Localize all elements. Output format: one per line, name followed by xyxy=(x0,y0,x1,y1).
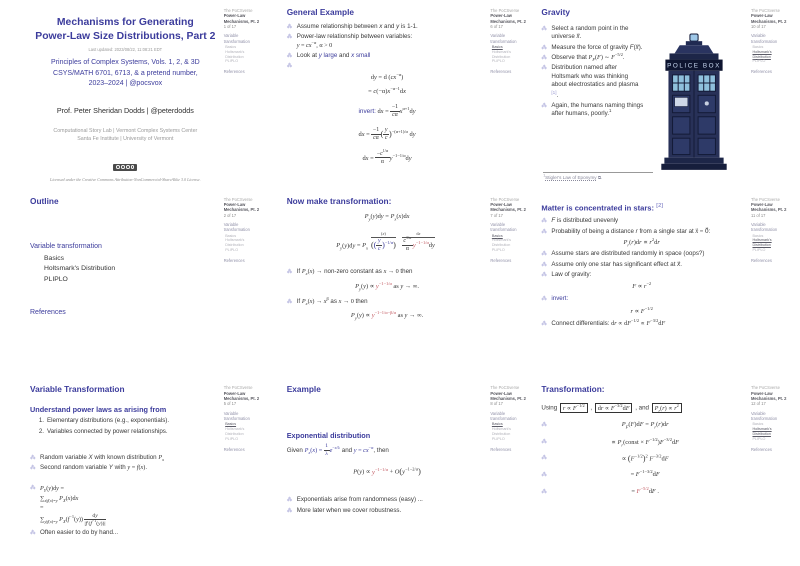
slide-heading: Outline xyxy=(30,195,59,206)
bullet-text: Probability of being a distance r from a single star at x⃗ = 0⃗: xyxy=(551,227,711,235)
pocsverse-brand: The PoCSverse xyxy=(490,385,520,391)
sidebar-link-variable-transformation[interactable]: Variable transformation xyxy=(750,221,778,233)
slide-transformation-math xyxy=(267,189,534,378)
slide-sidebar xyxy=(751,385,788,451)
bullet-text: Observe that $P_F(F)$ ∼ $F^{-5/2}$. xyxy=(551,52,625,63)
equation: = $F^{-5/2}dF$ . xyxy=(631,485,659,495)
page-number: 7 of 17 xyxy=(490,212,503,218)
slide-gravity xyxy=(533,0,800,189)
affiliations xyxy=(30,127,221,143)
using-line: Using $r \propto F^{-1/2}$ , dr ∝ $F^{-3/2}dF$ , and $P_r(r) \propto r^2$ xyxy=(541,403,742,413)
deck-title xyxy=(30,16,221,44)
equation: dx = $\frac{-c^{1/\alpha}}{\alpha}$ $y^{-1-1/\alpha}dy$ xyxy=(362,147,412,165)
list-item: Variables connected by power relationships. xyxy=(47,427,168,435)
deck-name: Power-Law Mechanisms, Pt. 2 xyxy=(750,202,787,213)
equation: $F \propto r^{-2}$ xyxy=(632,281,652,291)
sidebar-link-references[interactable]: References xyxy=(750,257,772,263)
bullet-icon: ⁂ xyxy=(541,422,547,429)
page-number: 1 of 17 xyxy=(223,23,237,29)
bullet-icon: ⁂ xyxy=(541,25,547,32)
deck-name: Power-Law Mechanisms, Pt. 2 xyxy=(750,390,787,401)
bullet-icon: ⁂ xyxy=(541,472,547,479)
sidebar-link-pliplo[interactable]: PLIPLO xyxy=(491,59,505,64)
bullet-text: Power-law relationship between variables: $y = cx^{-\alpha}$, α > 0 xyxy=(296,33,413,49)
toc-link-holtsmark[interactable]: Holtsmark's Distribution xyxy=(44,265,116,273)
sidebar-link-holtsmark[interactable]: Holtsmark's Distribution xyxy=(491,49,512,59)
equation: $P_r(r)dr \propto r^2dr$ xyxy=(623,236,660,248)
sidebar-link-holtsmark[interactable]: Holtsmark's Distribution xyxy=(225,238,245,248)
deck-name: Power-Law Mechanisms, Pt. 2 xyxy=(490,13,526,24)
sidebar-link-variable-transformation[interactable]: Variable transformation xyxy=(223,33,250,44)
deck-title-line2: Power-Law Size Distributions, Part 2 xyxy=(35,31,216,43)
toc-link-variable-transformation[interactable]: Variable transformation xyxy=(30,242,102,250)
sidebar-link-pliplo[interactable]: PLIPLO xyxy=(752,59,766,64)
pocsverse-brand: The PoCSverse xyxy=(223,385,253,391)
license-text: Licensed under the Creative Commons Attribution-NonCommercial-ShareAlike 3.0 License. xyxy=(50,177,201,182)
slide-heading: Variable Transformation xyxy=(30,384,125,395)
bullet-icon: ⁂ xyxy=(541,271,547,278)
equation: ∝ $P_r(const \times F^{-1/2})F^{-3/2}dF$ xyxy=(611,436,680,447)
bullet-text: Exponentials arise from randomness (easy) ... xyxy=(296,496,423,504)
page-number: 6 of 17 xyxy=(490,23,503,29)
bullet-text: Look at y large and x small xyxy=(296,52,371,60)
last-updated: Last updated: 2023/08/22, 11:08:21 EDT xyxy=(88,47,163,53)
citation-link[interactable]: [2] xyxy=(656,202,664,209)
sidebar-link-variable-transformation[interactable]: Variable transformation xyxy=(223,221,250,233)
sidebar-link-holtsmark[interactable]: Holtsmark's Distribution xyxy=(491,238,512,248)
deck-name: Power-Law Mechanisms, Pt. 2 xyxy=(223,202,260,213)
bullet-icon: ⁂ xyxy=(541,251,547,258)
equation: $P_F(F)dF = P_r(r)dr$ xyxy=(621,421,669,430)
bullet-text: $P_Y(y)dy$ = $\sum_{x|f(x)=y}$ $P_X(x)dx$ = $\sum_{y|f(x)=y}$ $P_X(f^{-1}(y))$ $\frac{dy}{|f'(f^{-1}(y))|}$ xyxy=(40,485,106,527)
sidebar-link-basics[interactable]: Basics xyxy=(491,44,503,49)
sidebar-link-pliplo[interactable]: PLIPLO xyxy=(225,59,239,64)
sidebar-link-references[interactable]: References xyxy=(223,257,245,263)
bullet-icon: ⁂ xyxy=(286,53,293,60)
slide-sidebar xyxy=(490,197,527,263)
slide-sidebar xyxy=(490,8,527,74)
sidebar-link-variable-transformation[interactable]: Variable transformation xyxy=(490,410,517,421)
sidebar-link-references[interactable]: References xyxy=(223,446,245,452)
equation: invert: dx = $\frac{-1}{c\alpha}$ $x^{\alpha+1}dy$ xyxy=(358,103,416,119)
slide-stars xyxy=(533,189,800,378)
bullet-icon: ⁂ xyxy=(541,218,547,225)
slide-transformation-result xyxy=(533,377,800,566)
bullet-icon: ⁂ xyxy=(30,454,36,461)
bullet-icon: ⁂ xyxy=(541,102,547,109)
sidebar-link-pliplo[interactable]: PLIPLO xyxy=(752,248,766,252)
slide-sidebar xyxy=(224,8,261,74)
equation: $P_y(y) \propto y^{-1-1/\alpha-\beta/\alpha}$ as y → ∞. xyxy=(350,310,424,321)
slide-outline xyxy=(0,189,267,378)
equation: ∝ $(F^{-1/2})^2$ $F^{-3/2}dF$ xyxy=(621,453,669,464)
bullet-icon: ⁂ xyxy=(30,485,36,492)
pocsverse-brand: The PoCSverse xyxy=(490,8,520,13)
slide-heading: General Example xyxy=(286,7,355,17)
subheading: Understand power laws as arising from xyxy=(30,405,167,415)
sidebar-link-variable-transformation[interactable]: Variable transformation xyxy=(223,410,250,421)
sidebar-link-references[interactable]: References xyxy=(750,446,772,452)
slide-heading: Transformation: xyxy=(541,384,605,395)
page-number: 12 of 17 xyxy=(750,401,766,407)
equation: $P_y(y)dy = P_x(x)dx$ xyxy=(364,212,410,221)
slide-sidebar xyxy=(224,385,261,451)
page-number: 11 of 17 xyxy=(750,212,766,218)
list-number: 2. xyxy=(38,427,44,435)
equation: dx = $\frac{-1}{c\alpha}$ ( $\frac{y}{c}$ )$^{-(\alpha+1)/\alpha}$ dy xyxy=(358,127,416,142)
sidebar-link-references[interactable]: References xyxy=(490,257,512,263)
equation: $P_y(y) \propto y^{-1-1/\alpha}$ as y → ∞. xyxy=(355,280,419,292)
bullet-text: Assume stars are distributed randomly in space (oops?) xyxy=(551,250,705,258)
sidebar-link-pliplo[interactable]: PLIPLO xyxy=(491,436,505,441)
sidebar-link-basics[interactable]: Basics xyxy=(491,233,503,238)
equation: $r \propto F^{-1/2}$ xyxy=(630,305,653,315)
slide-title-page xyxy=(0,0,267,189)
author-line: Prof. Peter Sheridan Dodds | @peterdodds xyxy=(56,105,194,115)
sidebar-link-variable-transformation[interactable]: Variable transformation xyxy=(750,33,778,44)
slide-example xyxy=(267,377,534,566)
sidebar-link-basics[interactable]: Basics xyxy=(225,233,237,238)
pocsverse-brand: The PoCSverse xyxy=(223,196,253,202)
course-info xyxy=(30,58,221,90)
affiliation-line1: Computational Story Lab | Vermont Complex Systems Center xyxy=(53,127,198,134)
deck-name: Power-Law Mechanisms, Pt. 2 xyxy=(490,202,526,213)
sidebar-link-holtsmark[interactable]: Holtsmark's Distribution xyxy=(752,427,772,436)
slide-heading: Gravity xyxy=(541,7,570,17)
bullet-icon: ⁂ xyxy=(286,497,293,504)
sidebar-link-pliplo[interactable]: PLIPLO xyxy=(225,436,239,441)
bullet-icon: ⁂ xyxy=(541,65,547,72)
sidebar-link-holtsmark[interactable]: Holtsmark's Distribution xyxy=(752,49,772,59)
sidebar-link-variable-transformation[interactable]: Variable transformation xyxy=(490,221,517,233)
bullet-text: Random variable X with known distribution $P_x$ xyxy=(40,453,165,462)
slide-sidebar xyxy=(751,8,788,74)
sidebar-link-holtsmark[interactable]: Holtsmark's Distribution xyxy=(752,238,772,248)
sidebar-link-pliplo[interactable]: PLIPLO xyxy=(752,436,766,441)
slide-general-example xyxy=(267,0,534,189)
footnote-stigler[interactable]: $^1$Stigler's Law of Eponymy ⧉. xyxy=(543,172,653,180)
slide-variable-transformation xyxy=(0,377,267,566)
sidebar-link-basics[interactable]: Basics xyxy=(225,422,237,427)
sidebar-link-variable-transformation[interactable]: Variable transformation xyxy=(490,33,517,44)
bullet-icon: ⁂ xyxy=(541,228,547,235)
sidebar-link-references[interactable]: References xyxy=(223,69,245,75)
bullet-text: Connect differentials: dr ∝ $dF^{-1/2} \propto F^{-3/2}dF$ xyxy=(551,317,666,327)
bullet-icon: ⁂ xyxy=(541,296,547,303)
bullet-icon: ⁂ xyxy=(286,23,293,30)
equation: dy = d $(cx^{-\alpha})$ xyxy=(370,71,404,81)
pocsverse-brand: The PoCSverse xyxy=(750,385,780,391)
slide-heading: Now make transformation: xyxy=(286,195,392,206)
pocsverse-brand: The PoCSverse xyxy=(490,196,520,202)
bullet-icon: ⁂ xyxy=(541,488,547,495)
equation: $P_y(y)dy = P_x$ (x) (( $\frac{y}{c}$ )$^{-1/\alpha}$) dx $\frac{c^{1/\alpha}}{\alpha}$ $y^{-1-1/\alpha}dy$ xyxy=(336,230,435,253)
slide-heading: Matter is concentrated in stars: xyxy=(541,203,655,213)
subheading: Exponential distribution xyxy=(286,431,371,441)
bullet-text: invert: xyxy=(551,295,569,303)
deck-name: Power-Law Mechanisms, Pt. 2 xyxy=(223,390,260,401)
course-line2: CSYS/MATH 6701, 6713, & a pretend number, xyxy=(53,69,198,77)
slide-sidebar xyxy=(490,385,527,451)
slide-sidebar xyxy=(224,197,261,263)
bullet-icon: ⁂ xyxy=(286,34,293,41)
sidebar-link-references[interactable]: References xyxy=(750,69,772,75)
deck-title-line1: Mechanisms for Generating xyxy=(56,17,194,28)
bullet-icon: ⁂ xyxy=(286,269,293,276)
sidebar-link-basics[interactable]: Basics xyxy=(491,422,503,427)
bullet-text: F is distributed unevenly xyxy=(551,217,619,225)
toc-link-pliplo[interactable]: PLIPLO xyxy=(44,275,68,283)
bullet-icon: ⁂ xyxy=(286,507,293,514)
pocsverse-brand: The PoCSverse xyxy=(750,8,780,13)
sidebar-link-variable-transformation[interactable]: Variable transformation xyxy=(750,410,778,421)
sidebar-link-basics[interactable]: Basics xyxy=(752,44,764,49)
page-number: 8 of 17 xyxy=(490,401,503,407)
sidebar-link-holtsmark[interactable]: Holtsmark's Distribution xyxy=(225,427,245,436)
bullet-text: Assume only one star has significant effect at x⃗. xyxy=(551,260,682,268)
police-box-sign: POLICE BOX xyxy=(667,62,721,70)
bullet-text: Law of gravity: xyxy=(551,270,592,278)
sidebar-link-references[interactable]: References xyxy=(490,69,512,75)
sidebar-link-references[interactable]: References xyxy=(490,446,512,452)
sidebar-link-basics[interactable]: Basics xyxy=(752,233,764,238)
sidebar-link-holtsmark[interactable]: Holtsmark's Distribution xyxy=(491,427,512,436)
pocsverse-brand: The PoCSverse xyxy=(223,8,253,13)
bullet-text: Often easier to do by hand... xyxy=(40,528,119,536)
sidebar-link-holtsmark[interactable]: Holtsmark's Distribution xyxy=(225,49,245,59)
page-number: 5 of 17 xyxy=(223,401,237,407)
given-line: Given $P_x(x)$ = $\frac{1}{\lambda}$ $e^{-x/\lambda}$ and $y = cx^{-\alpha}$, then xyxy=(286,443,389,458)
deck-name: Power-Law Mechanisms, Pt. 2 xyxy=(223,13,260,24)
bullet-text: Select a random point in the universe x⃗. xyxy=(551,24,629,41)
sidebar-link-pliplo[interactable]: PLIPLO xyxy=(491,248,505,252)
bullet-text: Distribution named after Holtsmark who was thinking about electrostatics and plasma [1]. xyxy=(551,64,639,99)
bullet-text: Second random variable Y with y = f(x). xyxy=(40,464,148,472)
bullet-text: Assume relationship between x and y is 1-1. xyxy=(296,22,418,30)
page-number: 2 of 17 xyxy=(223,212,237,218)
sidebar-link-pliplo[interactable]: PLIPLO xyxy=(225,248,239,252)
bullet-icon: ⁂ xyxy=(286,298,293,305)
slide-sidebar xyxy=(751,197,788,263)
bullet-text: If $P_x(x) \to x^\beta$ as x → 0 then xyxy=(296,295,368,307)
bullet-icon: ⁂ xyxy=(541,455,547,462)
tardis-police-box-image xyxy=(648,23,742,181)
bullet-icon: ⁂ xyxy=(286,63,293,70)
affiliation-line2: Santa Fe Institute | University of Vermont xyxy=(77,135,174,142)
bullet-text: If $P_x(x)$ → non-zero constant as x → 0 then xyxy=(296,268,413,277)
course-line1: Principles of Complex Systems, Vols. 1, 2, & 3D xyxy=(51,59,200,67)
bullet-icon: ⁂ xyxy=(30,529,36,536)
bullet-icon: ⁂ xyxy=(541,261,547,268)
bullet-text: Again, the humans naming things after humans, poorly.$^1$ xyxy=(551,101,644,118)
toc-link-references[interactable]: References xyxy=(30,309,66,317)
course-line3: 2023–2024 | @pocsvox xyxy=(88,80,163,88)
bullet-icon: ⁂ xyxy=(30,465,36,472)
bullet-text: Measure the force of gravity F(x⃗). xyxy=(551,43,643,51)
bullet-icon: ⁂ xyxy=(541,438,547,445)
equation: = $F^{-1-3/2}dF$ xyxy=(630,468,660,479)
page-number: 10 of 17 xyxy=(750,23,766,29)
bullet-icon: ⁂ xyxy=(541,320,547,327)
sidebar-link-basics[interactable]: Basics xyxy=(752,422,764,427)
pocsverse-brand: The PoCSverse xyxy=(750,196,780,202)
equation: $P(y) \propto y^{-1-1/\alpha} + O(y^{-1-2/\alpha})$ xyxy=(353,466,421,477)
bullet-icon: ⁂ xyxy=(541,44,547,51)
sidebar-link-basics[interactable]: Basics xyxy=(225,44,237,49)
list-item: Elementary distributions (e.g., exponentials). xyxy=(47,417,170,425)
bullet-text: More later when we cover robustness. xyxy=(296,506,402,514)
equation: = $c(-\alpha)x^{-\alpha-1}dx$ xyxy=(368,85,406,95)
list-number: 1. xyxy=(38,417,44,425)
cc-license-badge-icon[interactable] xyxy=(113,164,137,171)
bullet-icon: ⁂ xyxy=(541,55,547,62)
slide-heading: Example xyxy=(286,384,321,395)
toc-link-basics[interactable]: Basics xyxy=(44,254,65,262)
deck-name: Power-Law Mechanisms, Pt. 2 xyxy=(750,13,787,24)
deck-name: Power-Law Mechanisms, Pt. 2 xyxy=(490,390,526,401)
